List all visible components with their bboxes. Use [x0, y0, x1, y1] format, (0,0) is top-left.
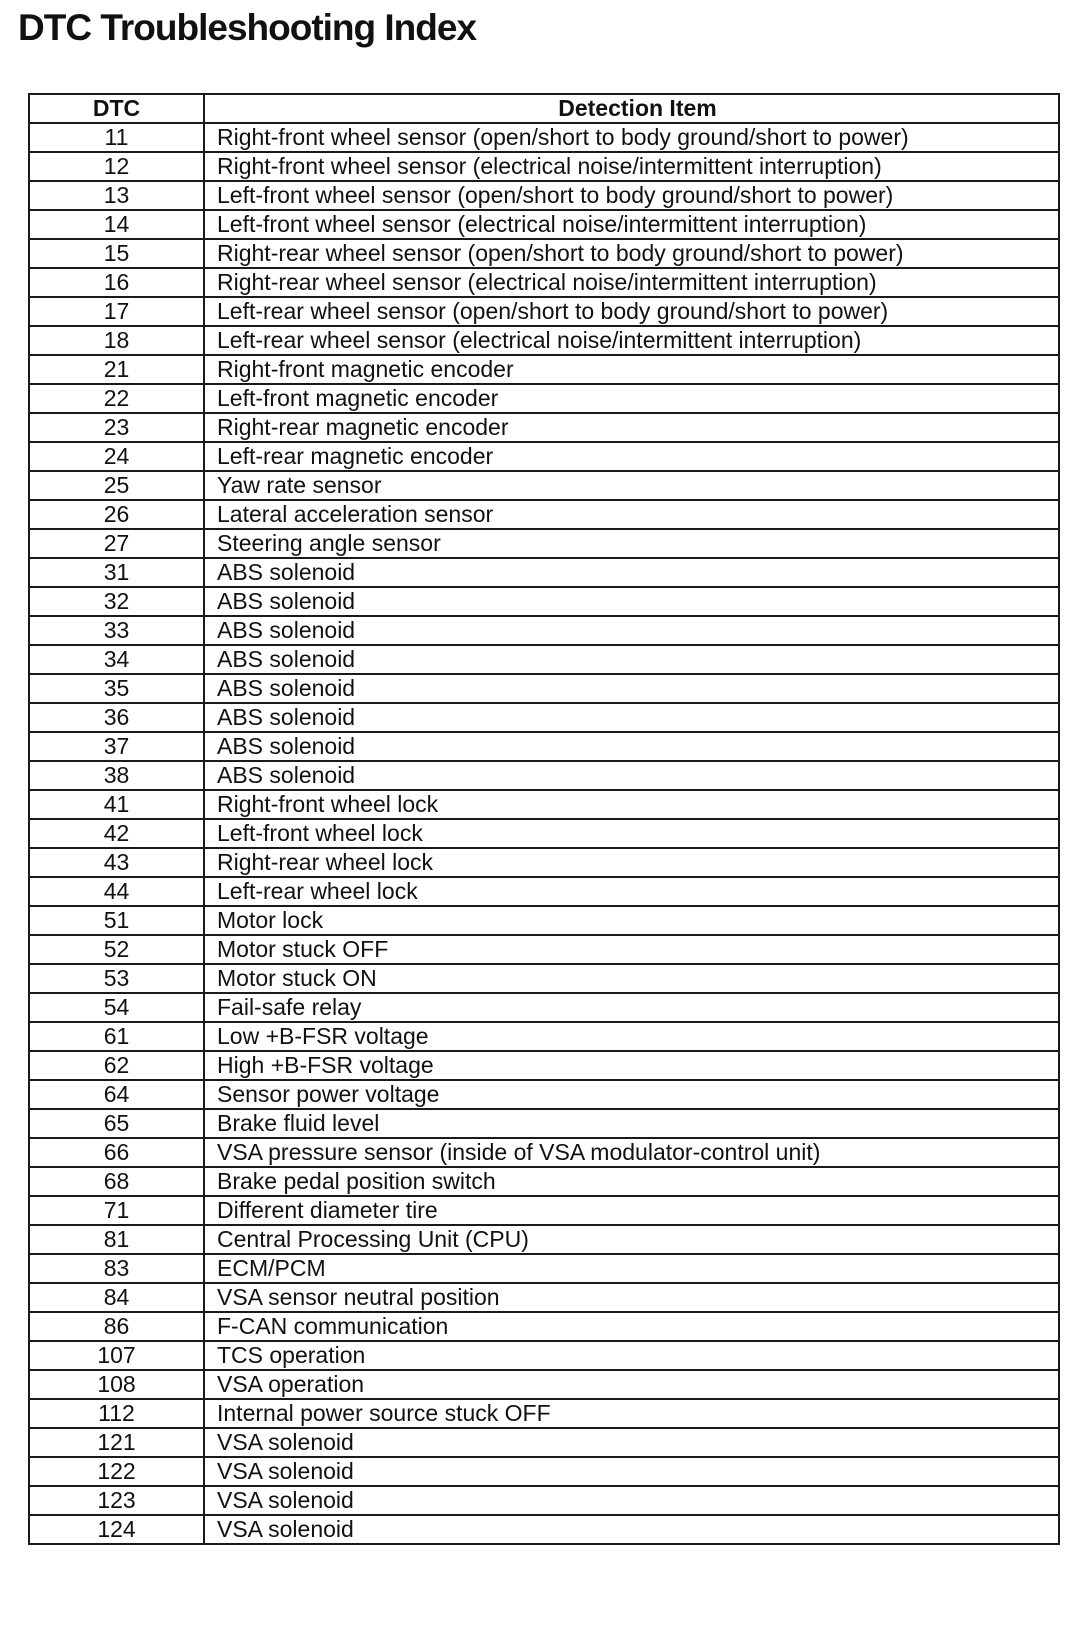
detection-item-cell: Right-rear wheel lock — [204, 848, 1059, 877]
table-row — [29, 442, 1059, 471]
dtc-code-cell: 53 — [29, 964, 204, 993]
table-row — [29, 819, 1059, 848]
dtc-code-cell: 22 — [29, 384, 204, 413]
table-row — [29, 1370, 1059, 1399]
detection-item-cell: Right-rear wheel sensor (open/short to body ground/short to power) — [204, 239, 1059, 268]
table-row — [29, 1225, 1059, 1254]
table-row — [29, 616, 1059, 645]
dtc-code-cell: 12 — [29, 152, 204, 181]
detection-item-cell: Fail-safe relay — [204, 993, 1059, 1022]
table-row — [29, 1457, 1059, 1486]
table-row — [29, 645, 1059, 674]
dtc-code-cell: 122 — [29, 1457, 204, 1486]
detection-item-cell: TCS operation — [204, 1341, 1059, 1370]
detection-item-cell: Right-front wheel sensor (electrical noise/intermittent interruption) — [204, 152, 1059, 181]
dtc-code-cell: 71 — [29, 1196, 204, 1225]
dtc-code-cell: 83 — [29, 1254, 204, 1283]
table-row — [29, 790, 1059, 819]
dtc-code-cell: 86 — [29, 1312, 204, 1341]
table-row — [29, 529, 1059, 558]
table-row — [29, 152, 1059, 181]
detection-item-cell: Left-rear wheel sensor (electrical noise/intermittent interruption) — [204, 326, 1059, 355]
table-row — [29, 1109, 1059, 1138]
table-row — [29, 1080, 1059, 1109]
dtc-code-cell: 44 — [29, 877, 204, 906]
detection-item-cell: Left-rear magnetic encoder — [204, 442, 1059, 471]
detection-item-cell: ABS solenoid — [204, 587, 1059, 616]
detection-item-cell: ABS solenoid — [204, 732, 1059, 761]
dtc-code-cell: 84 — [29, 1283, 204, 1312]
detection-item-cell: ECM/PCM — [204, 1254, 1059, 1283]
dtc-code-cell: 61 — [29, 1022, 204, 1051]
dtc-code-cell: 37 — [29, 732, 204, 761]
dtc-table-body — [29, 123, 1059, 1544]
detection-item-cell: Left-front wheel sensor (electrical noise/intermittent interruption) — [204, 210, 1059, 239]
dtc-code-cell: 11 — [29, 123, 204, 152]
table-row — [29, 674, 1059, 703]
table-header-row — [29, 94, 1059, 123]
table-row — [29, 935, 1059, 964]
table-row — [29, 210, 1059, 239]
dtc-code-cell: 24 — [29, 442, 204, 471]
detection-item-cell: Motor lock — [204, 906, 1059, 935]
detection-item-cell: Lateral acceleration sensor — [204, 500, 1059, 529]
table-row — [29, 993, 1059, 1022]
dtc-code-cell: 65 — [29, 1109, 204, 1138]
table-row — [29, 1341, 1059, 1370]
table-row — [29, 848, 1059, 877]
detection-item-cell: Central Processing Unit (CPU) — [204, 1225, 1059, 1254]
table-row — [29, 239, 1059, 268]
dtc-code-cell: 33 — [29, 616, 204, 645]
table-row — [29, 703, 1059, 732]
table-row — [29, 471, 1059, 500]
dtc-code-cell: 15 — [29, 239, 204, 268]
detection-item-cell: ABS solenoid — [204, 703, 1059, 732]
dtc-code-cell: 23 — [29, 413, 204, 442]
dtc-code-cell: 38 — [29, 761, 204, 790]
table-row — [29, 1254, 1059, 1283]
detection-item-cell: VSA solenoid — [204, 1486, 1059, 1515]
table-row — [29, 1399, 1059, 1428]
table-row — [29, 1051, 1059, 1080]
dtc-code-cell: 42 — [29, 819, 204, 848]
dtc-code-cell: 68 — [29, 1167, 204, 1196]
table-row — [29, 326, 1059, 355]
dtc-code-cell: 123 — [29, 1486, 204, 1515]
detection-item-cell: VSA solenoid — [204, 1457, 1059, 1486]
detection-item-cell: VSA solenoid — [204, 1428, 1059, 1457]
detection-item-cell: Right-rear wheel sensor (electrical noise/intermittent interruption) — [204, 268, 1059, 297]
column-header-dtc: DTC — [29, 94, 204, 123]
table-row — [29, 413, 1059, 442]
detection-item-cell: Brake pedal position switch — [204, 1167, 1059, 1196]
table-row — [29, 964, 1059, 993]
detection-item-cell: ABS solenoid — [204, 645, 1059, 674]
table-row — [29, 906, 1059, 935]
table-row — [29, 268, 1059, 297]
detection-item-cell: ABS solenoid — [204, 558, 1059, 587]
detection-item-cell: ABS solenoid — [204, 674, 1059, 703]
detection-item-cell: Left-front wheel sensor (open/short to body ground/short to power) — [204, 181, 1059, 210]
dtc-code-cell: 34 — [29, 645, 204, 674]
dtc-code-cell: 107 — [29, 1341, 204, 1370]
table-row — [29, 761, 1059, 790]
dtc-code-cell: 52 — [29, 935, 204, 964]
detection-item-cell: Sensor power voltage — [204, 1080, 1059, 1109]
detection-item-cell: VSA solenoid — [204, 1515, 1059, 1544]
detection-item-cell: Right-front wheel lock — [204, 790, 1059, 819]
detection-item-cell: Left-front magnetic encoder — [204, 384, 1059, 413]
page-title: DTC Troubleshooting Index — [18, 7, 477, 48]
detection-item-cell: Steering angle sensor — [204, 529, 1059, 558]
table-row — [29, 558, 1059, 587]
table-row — [29, 1283, 1059, 1312]
dtc-code-cell: 66 — [29, 1138, 204, 1167]
table-row — [29, 1022, 1059, 1051]
detection-item-cell: Right-front wheel sensor (open/short to body ground/short to power) — [204, 123, 1059, 152]
dtc-code-cell: 32 — [29, 587, 204, 616]
dtc-code-cell: 43 — [29, 848, 204, 877]
detection-item-cell: F-CAN communication — [204, 1312, 1059, 1341]
dtc-code-cell: 121 — [29, 1428, 204, 1457]
dtc-code-cell: 64 — [29, 1080, 204, 1109]
detection-item-cell: VSA pressure sensor (inside of VSA modulator-control unit) — [204, 1138, 1059, 1167]
table-row — [29, 1428, 1059, 1457]
table-row — [29, 355, 1059, 384]
table-row — [29, 297, 1059, 326]
table-row — [29, 181, 1059, 210]
detection-item-cell: ABS solenoid — [204, 616, 1059, 645]
dtc-code-cell: 51 — [29, 906, 204, 935]
dtc-code-cell: 35 — [29, 674, 204, 703]
dtc-code-cell: 62 — [29, 1051, 204, 1080]
detection-item-cell: VSA operation — [204, 1370, 1059, 1399]
dtc-code-cell: 14 — [29, 210, 204, 239]
table-row — [29, 1486, 1059, 1515]
table-row — [29, 1167, 1059, 1196]
detection-item-cell: Motor stuck OFF — [204, 935, 1059, 964]
detection-item-cell: Internal power source stuck OFF — [204, 1399, 1059, 1428]
table-row — [29, 877, 1059, 906]
dtc-code-cell: 36 — [29, 703, 204, 732]
table-row — [29, 384, 1059, 413]
dtc-code-cell: 16 — [29, 268, 204, 297]
detection-item-cell: Right-front magnetic encoder — [204, 355, 1059, 384]
table-row — [29, 587, 1059, 616]
dtc-code-cell: 26 — [29, 500, 204, 529]
dtc-code-cell: 31 — [29, 558, 204, 587]
detection-item-cell: Left-front wheel lock — [204, 819, 1059, 848]
table-row — [29, 1312, 1059, 1341]
table-row — [29, 500, 1059, 529]
table-row — [29, 1515, 1059, 1544]
detection-item-cell: Different diameter tire — [204, 1196, 1059, 1225]
dtc-code-cell: 108 — [29, 1370, 204, 1399]
dtc-code-cell: 124 — [29, 1515, 204, 1544]
dtc-code-cell: 17 — [29, 297, 204, 326]
detection-item-cell: VSA sensor neutral position — [204, 1283, 1059, 1312]
table-row — [29, 732, 1059, 761]
table-row — [29, 123, 1059, 152]
detection-item-cell: Right-rear magnetic encoder — [204, 413, 1059, 442]
detection-item-cell: ABS solenoid — [204, 761, 1059, 790]
table-row — [29, 1196, 1059, 1225]
dtc-code-cell: 21 — [29, 355, 204, 384]
dtc-code-cell: 27 — [29, 529, 204, 558]
dtc-code-cell: 81 — [29, 1225, 204, 1254]
detection-item-cell: Left-rear wheel sensor (open/short to body ground/short to power) — [204, 297, 1059, 326]
dtc-code-cell: 54 — [29, 993, 204, 1022]
detection-item-cell: Yaw rate sensor — [204, 471, 1059, 500]
dtc-code-cell: 41 — [29, 790, 204, 819]
detection-item-cell: Brake fluid level — [204, 1109, 1059, 1138]
detection-item-cell: High +B-FSR voltage — [204, 1051, 1059, 1080]
table-row — [29, 1138, 1059, 1167]
detection-item-cell: Motor stuck ON — [204, 964, 1059, 993]
detection-item-cell: Left-rear wheel lock — [204, 877, 1059, 906]
detection-item-cell: Low +B-FSR voltage — [204, 1022, 1059, 1051]
dtc-code-cell: 18 — [29, 326, 204, 355]
column-header-detection-item: Detection Item — [204, 94, 1059, 123]
dtc-code-cell: 112 — [29, 1399, 204, 1428]
dtc-code-cell: 25 — [29, 471, 204, 500]
dtc-code-cell: 13 — [29, 181, 204, 210]
dtc-table — [28, 93, 1060, 1545]
